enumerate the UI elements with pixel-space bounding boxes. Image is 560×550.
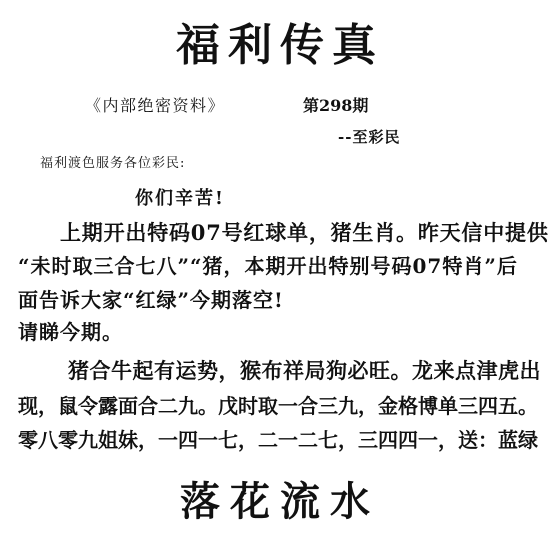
- document-title: 福利传真: [176, 20, 384, 71]
- recipient-line: --至彩民: [338, 128, 401, 146]
- body-line: 猪合牛起有运势，猴布祥局狗必旺。龙来点津虎出: [68, 358, 541, 383]
- body-line: 上期开出特码07号红球单，猪生肖。昨天信中提供: [60, 220, 549, 245]
- body-line: 零八零九姐妹，一四一七，二一二七，三四四一，送：蓝绿: [18, 428, 538, 452]
- source-label: 《内部绝密资料》: [85, 96, 226, 115]
- issue-number: 第298期: [303, 96, 369, 115]
- closing-phrase: 落花流水: [180, 478, 380, 525]
- body-line: 请睇今期。: [18, 320, 123, 344]
- body-line: 面告诉大家“红绿”今期落空!: [18, 288, 284, 312]
- body-line: 现，鼠令露面合二九。戊时取一合三九，金格博单三四五。: [18, 394, 538, 418]
- salutation-line: 你们辛苦!: [135, 188, 225, 209]
- body-line: “未时取三合七八”“猪，本期开出特别号码07特肖”后: [18, 254, 518, 278]
- greeting-line: 福利渡色服务各位彩民:: [40, 156, 186, 171]
